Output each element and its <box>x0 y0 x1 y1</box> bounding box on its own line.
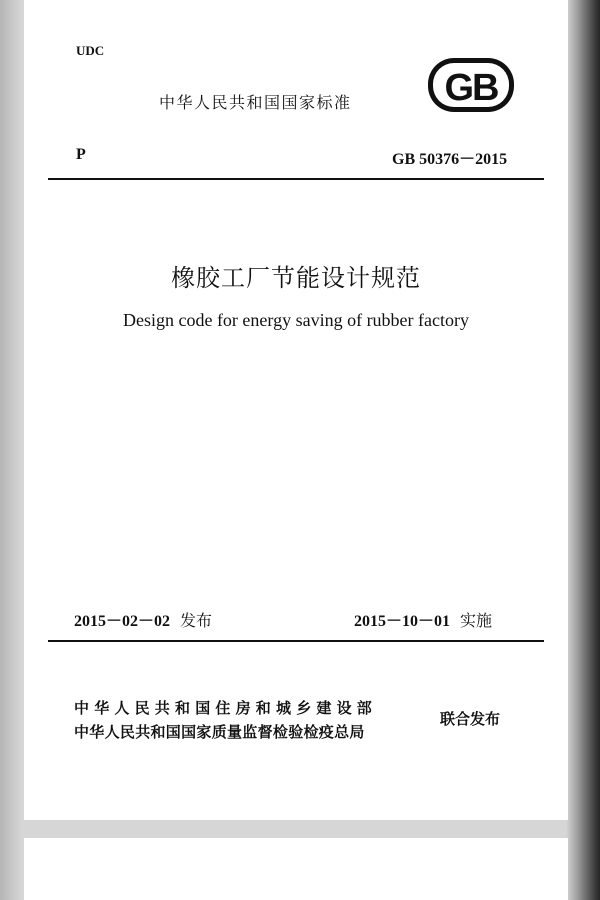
title-english: Design code for energy saving of rubber factory <box>122 310 470 330</box>
publisher-ministry-housing: 中华人民共和国住房和城乡建设部 <box>74 699 378 717</box>
classification-code: P <box>76 146 86 163</box>
title-chinese: 橡胶工厂节能设计规范 <box>171 264 421 292</box>
implementation-label: 实施 <box>460 611 493 630</box>
standard-number: GB 50376－2015 <box>392 151 508 168</box>
implementation-date: 2015－10－01 <box>354 613 451 630</box>
issue-date: 2015－02－02 <box>74 613 171 630</box>
scan-edge-shadow <box>566 0 600 900</box>
standard-type: 中华人民共和国国家标准 <box>159 93 352 112</box>
joint-issue-label: 联合发布 <box>440 710 501 728</box>
bottom-rule <box>48 640 544 642</box>
issue-label: 发布 <box>180 611 213 630</box>
next-page-edge <box>24 838 568 900</box>
gb-logo-text: GB <box>444 67 498 109</box>
issue-date-line <box>74 608 212 631</box>
cover-page <box>24 0 568 820</box>
top-rule <box>48 178 544 180</box>
publisher-aqsiq: 中华人民共和国国家质量监督检验检疫总局 <box>74 723 365 741</box>
implementation-date-line <box>354 608 492 631</box>
gb-logo <box>426 56 516 114</box>
udc-label: UDC <box>76 43 105 58</box>
